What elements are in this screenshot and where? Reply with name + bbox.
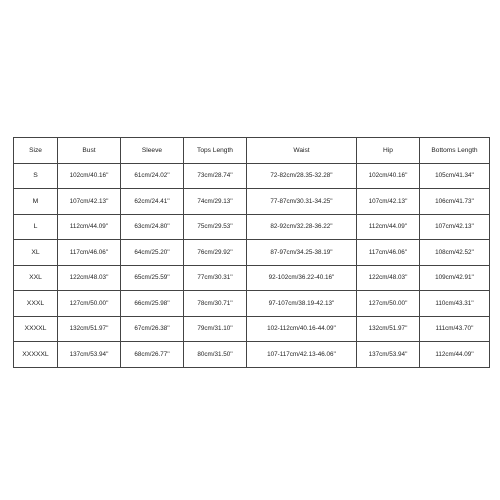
table-row xyxy=(14,240,490,266)
header-hip: Hip xyxy=(357,138,420,164)
waist-cell: 87-97cm/34.25-38.19'' xyxy=(247,240,357,266)
waist-cell: 92-102cm/36.22-40.16'' xyxy=(247,265,357,291)
sleeve-cell: 68cm/26.77'' xyxy=(121,342,184,368)
bottoms-length-cell: 109cm/42.91'' xyxy=(420,265,490,291)
size-chart-table xyxy=(13,137,490,368)
size-cell: M xyxy=(14,189,58,215)
tops-length-cell: 77cm/30.31'' xyxy=(184,265,247,291)
size-cell: L xyxy=(14,214,58,240)
header-waist: Waist xyxy=(247,138,357,164)
table-row xyxy=(14,342,490,368)
tops-length-cell: 74cm/29.13'' xyxy=(184,189,247,215)
bust-cell: 112cm/44.09'' xyxy=(58,214,121,240)
hip-cell: 122cm/48.03'' xyxy=(357,265,420,291)
bottoms-length-cell: 112cm/44.09'' xyxy=(420,342,490,368)
bottoms-length-cell: 111cm/43.70'' xyxy=(420,316,490,342)
table-row xyxy=(14,163,490,189)
header-sleeve: Sleeve xyxy=(121,138,184,164)
table-row xyxy=(14,214,490,240)
size-cell: XXL xyxy=(14,265,58,291)
size-cell: XXXL xyxy=(14,291,58,317)
size-cell: XL xyxy=(14,240,58,266)
sleeve-cell: 66cm/25.98'' xyxy=(121,291,184,317)
header-tops-length: Tops Length xyxy=(184,138,247,164)
bust-cell: 117cm/46.06'' xyxy=(58,240,121,266)
hip-cell: 137cm/53.94'' xyxy=(357,342,420,368)
table-row xyxy=(14,316,490,342)
hip-cell: 132cm/51.97'' xyxy=(357,316,420,342)
bottoms-length-cell: 110cm/43.31'' xyxy=(420,291,490,317)
sleeve-cell: 62cm/24.41'' xyxy=(121,189,184,215)
tops-length-cell: 79cm/31.10'' xyxy=(184,316,247,342)
bust-cell: 137cm/53.94'' xyxy=(58,342,121,368)
waist-cell: 102-112cm/40.16-44.09'' xyxy=(247,316,357,342)
sleeve-cell: 65cm/25.59'' xyxy=(121,265,184,291)
bottoms-length-cell: 106cm/41.73'' xyxy=(420,189,490,215)
hip-cell: 107cm/42.13'' xyxy=(357,189,420,215)
header-bust: Bust xyxy=(58,138,121,164)
waist-cell: 77-87cm/30.31-34.25'' xyxy=(247,189,357,215)
bust-cell: 102cm/40.16'' xyxy=(58,163,121,189)
hip-cell: 127cm/50.00'' xyxy=(357,291,420,317)
bust-cell: 132cm/51.97'' xyxy=(58,316,121,342)
table-row xyxy=(14,291,490,317)
bust-cell: 127cm/50.00'' xyxy=(58,291,121,317)
sleeve-cell: 67cm/26.38'' xyxy=(121,316,184,342)
sleeve-cell: 63cm/24.80'' xyxy=(121,214,184,240)
bust-cell: 107cm/42.13'' xyxy=(58,189,121,215)
size-cell: XXXXL xyxy=(14,316,58,342)
size-cell: XXXXXL xyxy=(14,342,58,368)
sleeve-cell: 64cm/25.20'' xyxy=(121,240,184,266)
waist-cell: 97-107cm/38.19-42.13'' xyxy=(247,291,357,317)
waist-cell: 72-82cm/28.35-32.28'' xyxy=(247,163,357,189)
tops-length-cell: 76cm/29.92'' xyxy=(184,240,247,266)
tops-length-cell: 73cm/28.74'' xyxy=(184,163,247,189)
bottoms-length-cell: 105cm/41.34'' xyxy=(420,163,490,189)
size-cell: S xyxy=(14,163,58,189)
waist-cell: 107-117cm/42.13-46.06'' xyxy=(247,342,357,368)
header-bottoms-length: Bottoms Length xyxy=(420,138,490,164)
table-row xyxy=(14,265,490,291)
tops-length-cell: 75cm/29.53'' xyxy=(184,214,247,240)
bottoms-length-cell: 107cm/42.13'' xyxy=(420,214,490,240)
tops-length-cell: 78cm/30.71'' xyxy=(184,291,247,317)
waist-cell: 82-92cm/32.28-36.22'' xyxy=(247,214,357,240)
hip-cell: 112cm/44.09'' xyxy=(357,214,420,240)
hip-cell: 117cm/46.06'' xyxy=(357,240,420,266)
tops-length-cell: 80cm/31.50'' xyxy=(184,342,247,368)
header-size: Size xyxy=(14,138,58,164)
hip-cell: 102cm/40.16'' xyxy=(357,163,420,189)
table-row xyxy=(14,189,490,215)
sleeve-cell: 61cm/24.02'' xyxy=(121,163,184,189)
bottoms-length-cell: 108cm/42.52'' xyxy=(420,240,490,266)
bust-cell: 122cm/48.03'' xyxy=(58,265,121,291)
header-row xyxy=(14,138,490,164)
